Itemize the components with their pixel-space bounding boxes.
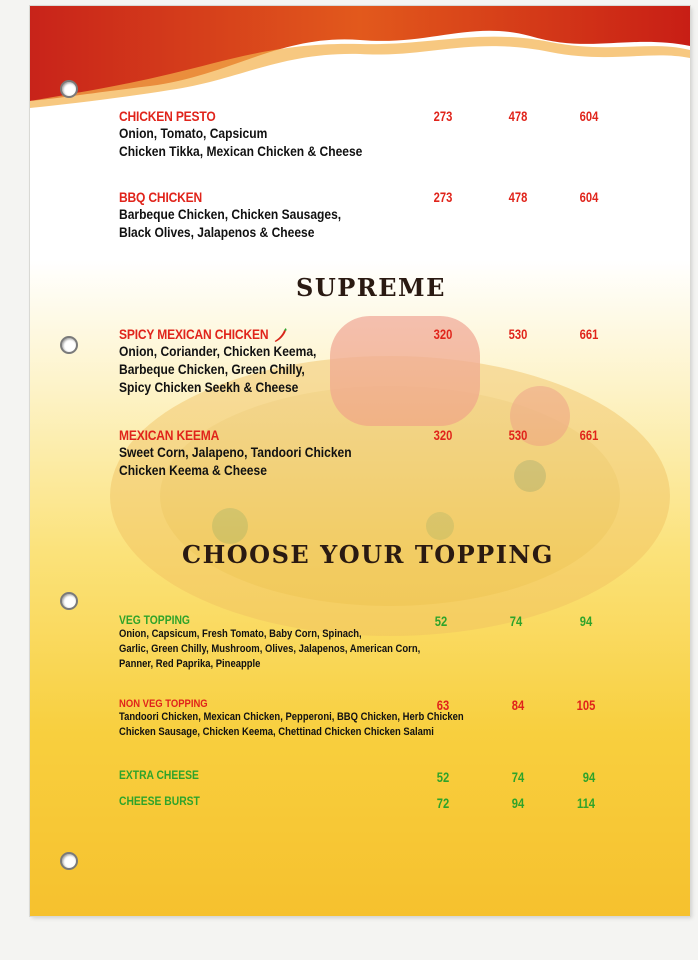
price-small: 72 bbox=[436, 795, 450, 811]
price-medium: 94 bbox=[511, 795, 525, 811]
price-large: 604 bbox=[579, 108, 599, 124]
menu-item bbox=[119, 326, 419, 396]
item-desc: Spicy Chicken Seekh & Cheese bbox=[119, 379, 299, 396]
top-wave-decoration bbox=[30, 6, 690, 116]
price-medium: 530 bbox=[508, 326, 528, 342]
price-large: 94 bbox=[582, 769, 596, 785]
topping-item bbox=[119, 794, 419, 808]
topping-desc: Garlic, Green Chilly, Mushroom, Olives, Jalapenos, American Corn, bbox=[119, 643, 421, 655]
item-name: BBQ CHICKEN bbox=[119, 189, 203, 205]
binder-hole bbox=[60, 80, 78, 98]
topping-name: NON VEG TOPPING bbox=[119, 698, 208, 710]
price-medium: 478 bbox=[508, 108, 528, 124]
price-small: 320 bbox=[433, 427, 453, 443]
price-large: 114 bbox=[576, 795, 596, 811]
topping-item bbox=[119, 613, 439, 672]
item-desc: Black Olives, Jalapenos & Cheese bbox=[119, 224, 315, 240]
price-medium: 74 bbox=[511, 769, 525, 785]
topping-desc: Chicken Sausage, Chicken Keema, Chettinad Chicken Chicken Salami bbox=[119, 726, 434, 738]
price-medium: 74 bbox=[509, 613, 523, 629]
item-desc: Barbeque Chicken, Chicken Sausages, bbox=[119, 206, 342, 222]
topping-name: VEG TOPPING bbox=[119, 613, 190, 627]
section-title-toppings: CHOOSE YOUR TOPPING bbox=[182, 540, 554, 569]
section-title-supreme: SUPREME bbox=[296, 273, 446, 302]
item-name bbox=[119, 326, 377, 342]
item-name: MEXICAN KEEMA bbox=[119, 427, 220, 443]
price-small: 273 bbox=[433, 189, 453, 205]
topping-name: EXTRA CHEESE bbox=[119, 768, 199, 782]
price-medium: 530 bbox=[508, 427, 528, 443]
chili-icon bbox=[273, 328, 287, 342]
item-name-text: SPICY MEXICAN CHICKEN bbox=[119, 326, 269, 342]
binder-hole bbox=[60, 592, 78, 610]
price-small: 52 bbox=[434, 613, 448, 629]
item-desc: Chicken Keema & Cheese bbox=[119, 462, 267, 478]
item-name: CHICKEN PESTO bbox=[119, 108, 216, 124]
price-small: 320 bbox=[433, 326, 453, 342]
price-small: 52 bbox=[436, 769, 450, 785]
price-medium: 84 bbox=[511, 697, 525, 713]
price-large: 661 bbox=[579, 326, 599, 342]
binder-hole bbox=[60, 852, 78, 870]
menu-item bbox=[119, 108, 419, 160]
price-large: 604 bbox=[579, 189, 599, 205]
topping-name: CHEESE BURST bbox=[119, 794, 200, 808]
price-large: 105 bbox=[576, 697, 596, 713]
binder-hole bbox=[60, 336, 78, 354]
menu-item bbox=[119, 189, 419, 241]
price-large: 661 bbox=[579, 427, 599, 443]
item-desc: Onion, Tomato, Capsicum bbox=[119, 125, 268, 141]
price-small: 63 bbox=[436, 697, 450, 713]
price-small: 273 bbox=[433, 108, 453, 124]
item-desc: Chicken Tikka, Mexican Chicken & Cheese bbox=[119, 143, 363, 159]
item-desc: Sweet Corn, Jalapeno, Tandoori Chicken bbox=[119, 444, 352, 460]
price-medium: 478 bbox=[508, 189, 528, 205]
item-desc: Barbeque Chicken, Green Chilly, bbox=[119, 361, 305, 378]
topping-desc: Onion, Capsicum, Fresh Tomato, Baby Corn, Spinach, bbox=[119, 628, 362, 640]
menu-item bbox=[119, 427, 419, 479]
topping-desc: Panner, Red Paprika, Pineapple bbox=[119, 658, 261, 670]
price-large: 94 bbox=[579, 613, 593, 629]
topping-item bbox=[119, 768, 419, 782]
item-desc: Onion, Coriander, Chicken Keema, bbox=[119, 343, 317, 360]
topping-desc: Tandoori Chicken, Mexican Chicken, Pepperoni, BBQ Chicken, Herb Chicken bbox=[119, 711, 464, 723]
